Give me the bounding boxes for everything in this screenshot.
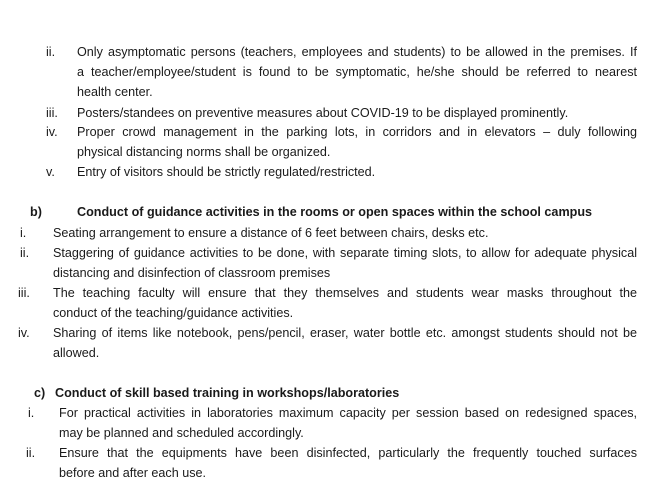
list-number: iii.: [18, 286, 30, 300]
list-item-line: distancing and disinfection of classroom premises: [53, 266, 331, 280]
section-label: c): [34, 386, 46, 400]
list-number: v.: [46, 165, 55, 179]
list-number: i.: [28, 406, 35, 420]
list-item-line: Seating arrangement to ensure a distance of 6 feet between chairs, desks etc.: [53, 226, 489, 240]
list-item-line: Entry of visitors should be strictly regulated/restricted.: [77, 165, 376, 179]
list-item-line: Only asymptomatic persons (teachers, employees and students) to be allowed in the premises. If: [77, 45, 637, 59]
list-number: iv.: [18, 326, 30, 340]
section-heading: Conduct of guidance activities in the rooms or open spaces within the school campus: [77, 205, 593, 219]
list-item-line: Staggering of guidance activities to be done, with separate timing slots, to allow for adequate physical: [53, 246, 637, 260]
list-item-line: before and after each use.: [59, 466, 207, 480]
list-number: i.: [20, 226, 27, 240]
list-item-line: The teaching faculty will ensure that they themselves and students wear masks throughout the: [53, 286, 637, 300]
list-item-line: physical distancing norms shall be organized.: [77, 145, 331, 159]
list-number: ii.: [26, 446, 36, 460]
list-item-line: Sharing of items like notebook, pens/pencil, eraser, water bottle etc. amongst students should not be: [53, 326, 637, 340]
list-item-line: may be planned and scheduled accordingly.: [59, 426, 304, 440]
list-item-line: Posters/standees on preventive measures about COVID-19 to be displayed prominently.: [77, 106, 569, 120]
list-item-line: allowed.: [53, 346, 100, 360]
list-item-line: health center.: [77, 85, 153, 99]
list-item-line: conduct of the teaching/guidance activities.: [53, 306, 294, 320]
list-item-line: Ensure that the equipments have been disinfected, particularly the frequently touched surfaces: [59, 446, 637, 460]
list-number: ii.: [20, 246, 30, 260]
list-number: iii.: [46, 106, 58, 120]
section-label: b): [30, 205, 42, 219]
list-number: ii.: [46, 45, 56, 59]
list-number: iv.: [46, 125, 58, 139]
list-item-line: Proper crowd management in the parking lots, in corridors and in elevators – duly following: [77, 125, 637, 139]
list-item-line: For practical activities in laboratories maximum capacity per session based on redesigned spaces,: [59, 406, 637, 420]
list-item-line: a teacher/employee/student is found to be symptomatic, he/she should be referred to nearest: [77, 65, 637, 79]
section-heading: Conduct of skill based training in workshops/laboratories: [55, 386, 400, 400]
